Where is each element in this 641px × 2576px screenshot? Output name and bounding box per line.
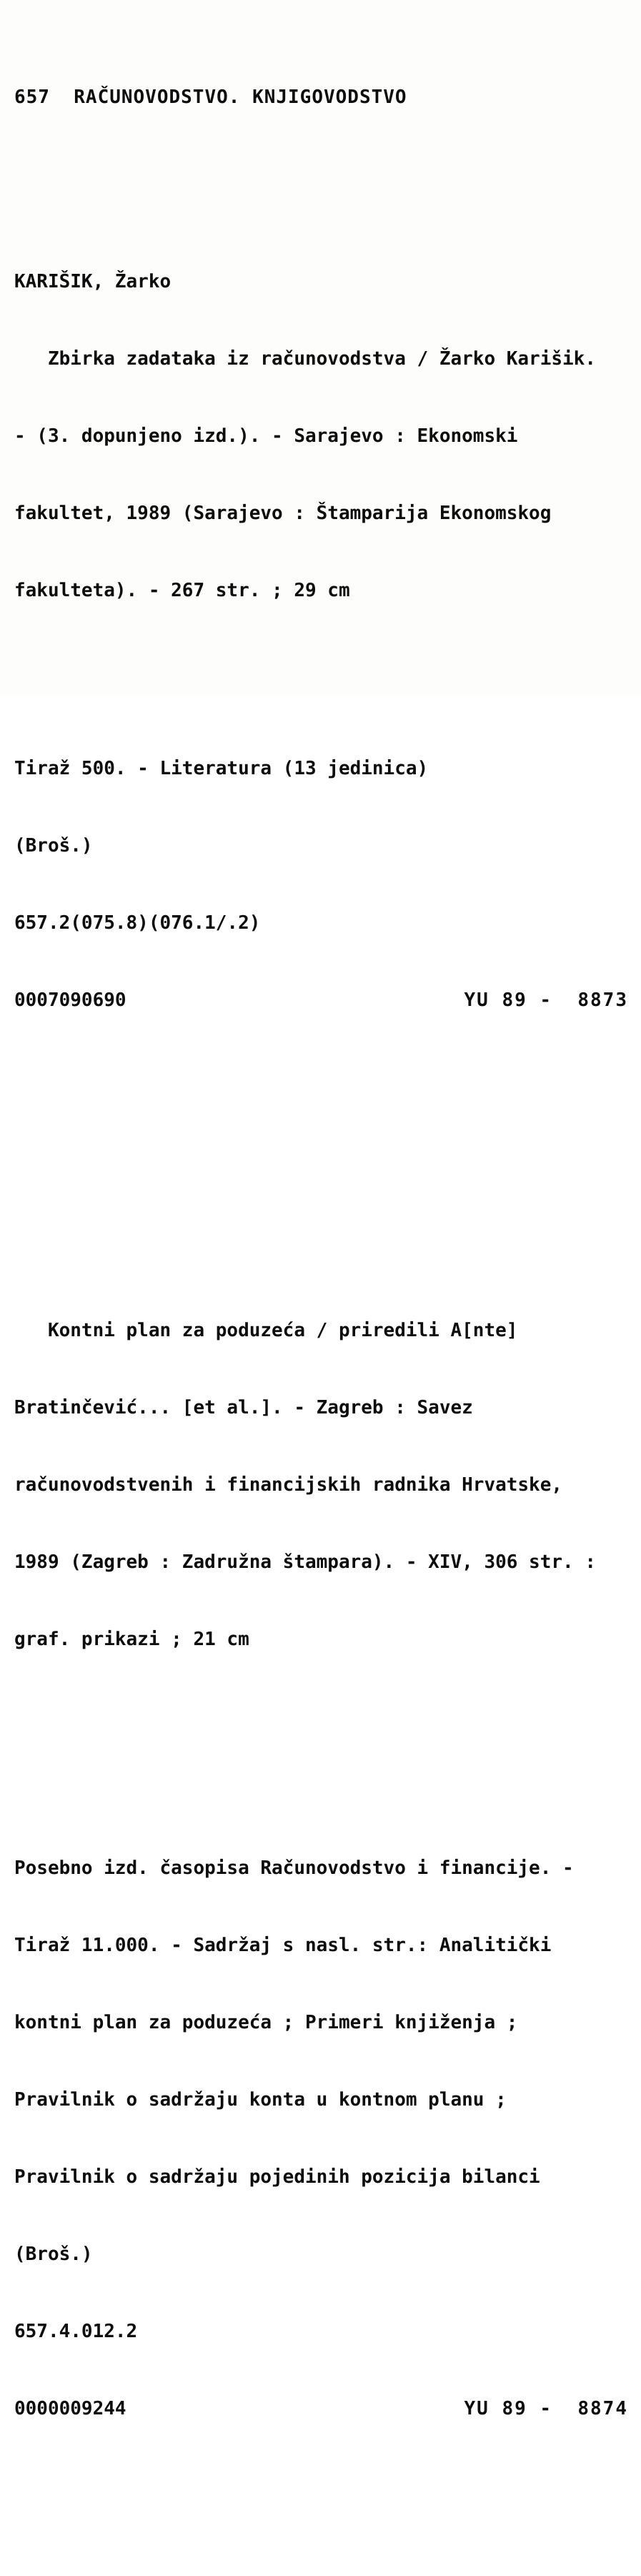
catalog-entry-2	[14, 1193, 641, 2525]
description-line: računovodstvenih i financijskih radnika Hrvatske,	[14, 1474, 563, 1496]
description-line: Bratinčević... [et al.]. - Zagreb : Savez	[14, 1397, 473, 1418]
notes-line: Tiraž 11.000. - Sadržaj s nasl. str.: Analitički	[14, 1935, 552, 1956]
description-line: Zbirka zadataka iz računovodstva / Žarko Karišik.	[14, 348, 596, 370]
reference-number: YU 89 - 8874	[464, 2398, 628, 2419]
record-id: 0000009244	[14, 2398, 126, 2419]
description-line: fakulteta). - 267 str. ; 29 cm	[14, 580, 350, 601]
description-block	[14, 1266, 641, 1704]
author-line: KARIŠIK, Žarko	[14, 271, 172, 292]
record-row	[14, 987, 641, 1013]
record-id: 0007090690	[14, 990, 126, 1011]
notes-line: Posebno izd. časopisa Računovodstvo i financije. -	[14, 1857, 574, 1879]
notes-line: kontni plan za poduzeća ; Primeri knjiženja ;	[14, 2012, 518, 2033]
notes-line: (Broš.)	[14, 2244, 93, 2265]
section-heading: 657 RAČUNOVODSTVO. KNJIGOVODSTVO	[14, 87, 407, 108]
catalog-entry-1	[14, 187, 641, 1116]
description-line: 1989 (Zagreb : Zadružna štampara). - XIV, 306 str. :	[14, 1551, 596, 1573]
notes-block	[14, 704, 641, 1065]
notes-line: Tiraž 500. - Literatura (13 jedinica)	[14, 758, 429, 779]
notes-line: Pravilnik o sadržaju pojedinih pozicija bilanci	[14, 2166, 540, 2188]
description-line: - (3. dopunjeno izd.). - Sarajevo : Ekonomski	[14, 425, 518, 447]
notes-block	[14, 1804, 641, 2473]
classification-line: 657.4.012.2	[14, 2321, 138, 2342]
reference-number: YU 89 - 8873	[464, 990, 628, 1011]
notes-line: Pravilnik o sadržaju konta u kontnom planu ;	[14, 2089, 507, 2111]
description-line: Kontni plan za poduzeća / priredili A[nte]	[14, 1320, 518, 1341]
classification-line: 657.2(075.8)(076.1/.2)	[14, 912, 261, 934]
notes-line: (Broš.)	[14, 835, 93, 857]
description-line: fakultet, 1989 (Sarajevo : Štamparija Ekonomskog	[14, 503, 552, 524]
record-row	[14, 2396, 641, 2422]
description-line: graf. prikazi ; 21 cm	[14, 1629, 249, 1650]
